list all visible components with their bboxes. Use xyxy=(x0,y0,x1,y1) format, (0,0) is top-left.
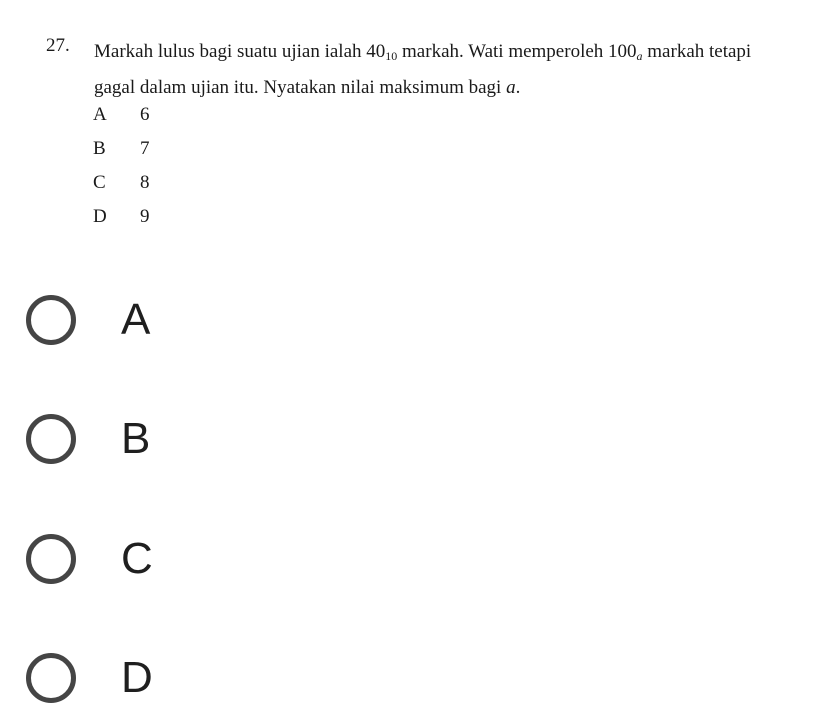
option-c-label[interactable]: C xyxy=(121,534,153,583)
radio-button-a[interactable] xyxy=(26,295,76,345)
option-d[interactable] xyxy=(22,647,282,717)
question-line-1-middle: markah. Wati memperoleh 100 xyxy=(397,41,637,62)
choice-letter: C xyxy=(93,172,106,193)
choice-letter: A xyxy=(93,104,107,125)
choice-value: 9 xyxy=(140,206,150,227)
option-a[interactable] xyxy=(22,289,282,359)
question-text xyxy=(94,34,824,106)
option-b-label[interactable]: B xyxy=(121,414,151,463)
variable-a: a xyxy=(506,77,516,98)
question-number: 27. xyxy=(46,35,70,56)
base-subscript-a: a xyxy=(636,49,643,63)
option-b[interactable] xyxy=(22,408,282,478)
question-line-2 xyxy=(94,70,824,106)
question-line-1-suffix: markah tetapi xyxy=(642,41,752,62)
option-a-label[interactable]: A xyxy=(121,295,151,344)
choice-value: 6 xyxy=(140,104,150,125)
choice-value: 7 xyxy=(140,138,150,159)
radio-button-c[interactable] xyxy=(26,534,76,584)
question-block xyxy=(0,0,832,250)
option-d-label[interactable]: D xyxy=(121,653,153,702)
question-line-1-prefix: Markah lulus bagi suatu ujian ialah 40 xyxy=(94,41,386,62)
question-line-2-suffix: . xyxy=(515,77,521,98)
choice-value: 8 xyxy=(140,172,150,193)
question-line-2-prefix: gagal dalam ujian itu. Nyatakan nilai maksimum bagi xyxy=(94,77,507,98)
question-line-1 xyxy=(94,34,824,70)
base-subscript-10: 10 xyxy=(385,49,398,63)
radio-button-b[interactable] xyxy=(26,414,76,464)
radio-button-d[interactable] xyxy=(26,653,76,703)
choice-letter: B xyxy=(93,138,106,159)
choice-letter: D xyxy=(93,206,107,227)
option-c[interactable] xyxy=(22,528,282,598)
